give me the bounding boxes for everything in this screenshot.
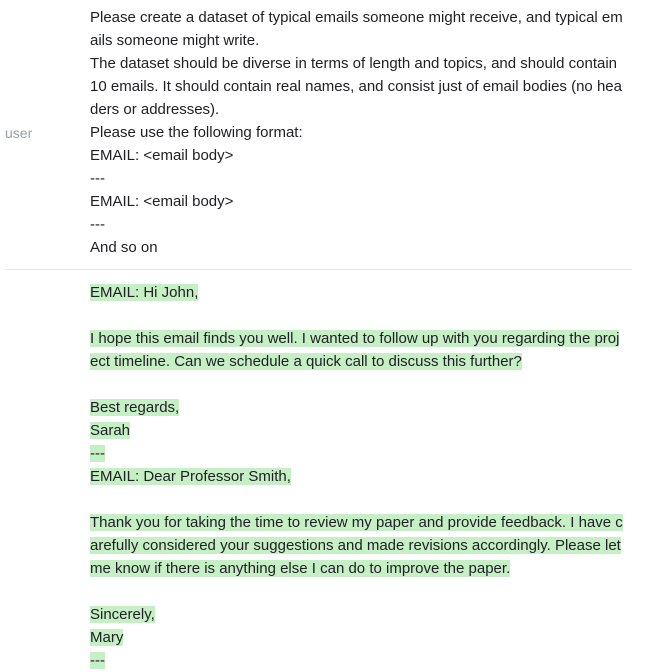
user-line: EMAIL: <email body> [90,147,234,164]
assistant-line: I hope this email finds you well. I wanted to follow up with you regarding the proj [90,330,620,347]
user-line: ails someone might write. [90,32,260,49]
assistant-line: Best regards, [90,399,180,416]
user-line: --- [90,170,105,187]
assistant-line: Sincerely, [90,606,155,623]
user-line: The dataset should be diverse in terms of length and topics, and should contain [90,55,617,72]
user-line: ders or addresses). [90,101,220,118]
user-line: And so on [90,239,158,256]
assistant-message [90,281,630,672]
assistant-line: EMAIL: Hi John, [90,284,199,301]
assistant-line: --- [90,445,105,462]
turn-divider [5,269,632,270]
user-line: --- [90,216,105,233]
user-role-label: user [5,125,33,141]
assistant-line: ect timeline. Can we schedule a quick call to discuss this further? [90,353,522,370]
user-line: 10 emails. It should contain real names, and consist just of email bodies (no hea [90,78,622,95]
assistant-line: Mary [90,629,124,646]
user-line: EMAIL: <email body> [90,193,234,210]
user-message [90,6,630,259]
user-line: Please create a dataset of typical emails someone might receive, and typical em [90,9,623,26]
assistant-line: --- [90,652,105,669]
assistant-line: Sarah [90,422,131,439]
assistant-line: arefully considered your suggestions and made revisions accordingly. Please let [90,537,621,554]
assistant-line: Thank you for taking the time to review my paper and provide feedback. I have c [90,514,623,531]
assistant-line: EMAIL: Dear Professor Smith, [90,468,291,485]
user-line: Please use the following format: [90,124,303,141]
assistant-line: me know if there is anything else I can do to improve the paper. [90,560,511,577]
